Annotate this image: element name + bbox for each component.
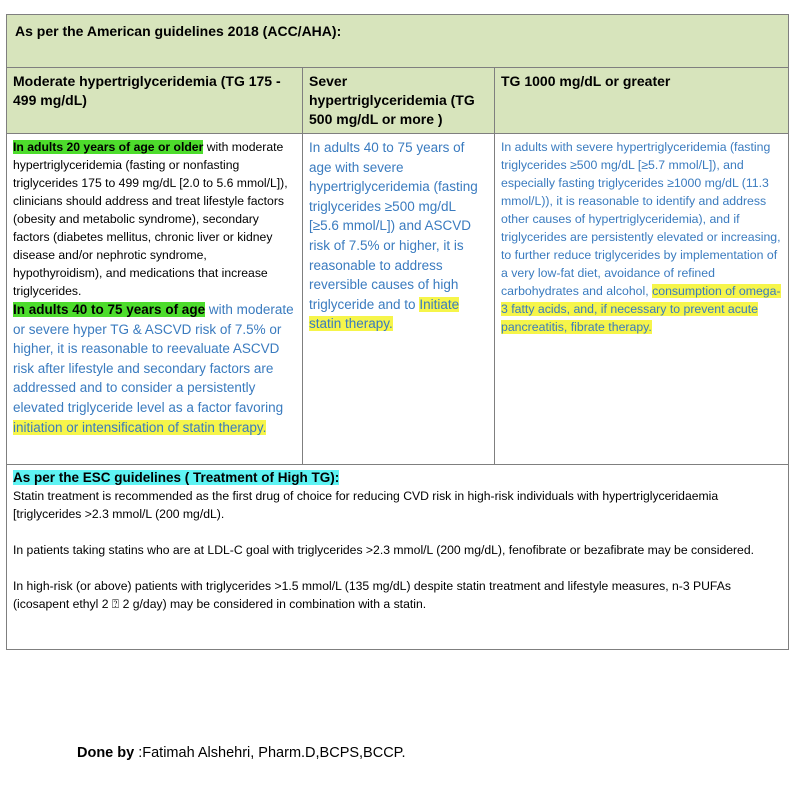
cell-moderate xyxy=(7,134,303,465)
esc-paragraph-1: Statin treatment is recommended as the first drug of choice for reducing CVD risk in high-risk individuals with hypertriglyceridaemia [triglycerides >2.3 mmol/L (200 mg/dL). xyxy=(13,489,719,521)
header-tg-1000: TG 1000 mg/dL or greater xyxy=(495,68,789,134)
esc-paragraph-3: In high-risk (or above) patients with triglycerides >1.5 mmol/L (135 mg/dL) despite statin treatment and lifestyle measures, n-3 PUFAs (icosapent ethyl 2 ⍰ 2 g/day) may be considered in combination with a statin. xyxy=(13,579,731,611)
cell-severe xyxy=(303,134,495,465)
guidelines-table xyxy=(6,14,789,650)
author-credit-text: :Fatimah Alshehri, Pharm.D,BCPS,BCCP. xyxy=(134,745,406,761)
cell-esc xyxy=(7,465,789,650)
title-row xyxy=(7,15,789,68)
author-credit-label: Done by xyxy=(77,745,135,761)
cell-tg-1000 xyxy=(495,134,789,465)
author-credit xyxy=(77,745,406,761)
highlight-initiate-statin: Initiate statin therapy. xyxy=(309,296,460,332)
body-row xyxy=(7,134,789,465)
highlight-adults-40: In adults 40 to 75 years of age xyxy=(13,302,206,317)
moderate-text-2: with moderate or severe hyper TG & ASCVD risk of 7.5% or higher, it is reasonable to reevaluate ASCVD risk after lifestyle and secondary factors are addressed and to consider a persistently elevated triglyceride level as a factor favoring xyxy=(13,302,294,415)
header-row xyxy=(7,68,789,134)
highlight-adults-20: In adults 20 years of age or older xyxy=(13,140,204,154)
table-title: As per the American guidelines 2018 (ACC/AHA): xyxy=(7,15,789,68)
moderate-text-1: with moderate hypertriglyceridemia (fasting or nonfasting triglycerides 175 to 499 mg/dL [2.0 to 5.6 mmol/L]), clinicians should address and treat lifestyle factors (obesity and metabolic syndrome), secondary factors (diabetes mellitus, chronic liver or kidney disease and/or nephrotic syndrome, hypothyroidism), and medications that increase triglycerides. xyxy=(13,140,288,298)
guidelines-table-container xyxy=(6,14,788,650)
highlight-statin-initiation: initiation or intensification of statin therapy. xyxy=(13,419,267,435)
severe-text: In adults 40 to 75 years of age with severe hypertriglyceridemia (fasting triglycerides ≥500 mg/dL [≥5.6 mmol/L]) and ASCVD risk of 7.5% or higher, it is reasonable to address reversible causes of high triglyceride and to xyxy=(309,140,478,312)
highlight-omega3-fibrate: consumption of omega-3 fatty acids, and, if necessary to prevent acute pancreatitis, fibrate therapy. xyxy=(501,284,781,334)
esc-row xyxy=(7,465,789,650)
header-moderate: Moderate hypertriglyceridemia (TG 175 - 499 mg/dL) xyxy=(7,68,303,134)
esc-heading: As per the ESC guidelines ( Treatment of High TG): xyxy=(13,470,340,485)
tg1000-text: In adults with severe hypertriglyceridemia (fasting triglycerides ≥500 mg/dL [≥5.7 mmol/L]), and especially fasting triglycerides ≥1000 mg/dL (11.3 mmol/L)), it is reasonable to identify and address other causes of hypertriglyceridemia), and if triglycerides are persistently elevated or increasing, to further reduce triglycerides by implementation of a very low-fat diet, avoidance of refined carbohydrates and alcohol, xyxy=(501,140,781,298)
header-severe: Sever hypertriglyceridemia (TG 500 mg/dL or more ) xyxy=(303,68,495,134)
esc-paragraph-2: In patients taking statins who are at LDL-C goal with triglycerides >2.3 mmol/L (200 mg/dL), fenofibrate or bezafibrate may be considered. xyxy=(13,543,754,557)
